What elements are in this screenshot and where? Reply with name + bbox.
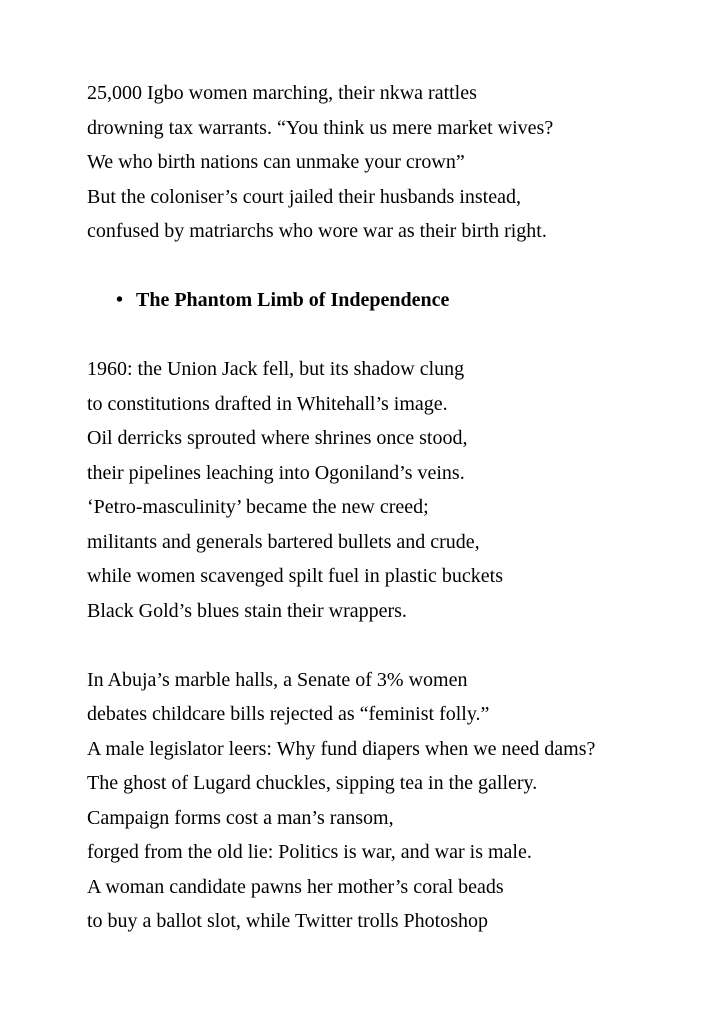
stanza-3 xyxy=(87,663,687,939)
stanza-2 xyxy=(87,352,687,628)
stanza-gap xyxy=(87,628,687,663)
poem-line: forged from the old lie: Politics is war, and war is male. xyxy=(87,841,532,863)
poem-line: Black Gold’s blues stain their wrappers. xyxy=(87,599,407,622)
poem-line: Campaign forms cost a man’s ransom, xyxy=(87,806,394,829)
list-bullet-icon: • xyxy=(116,289,124,311)
section-heading xyxy=(87,283,687,318)
poem-line: In Abuja’s marble halls, a Senate of 3% women xyxy=(87,668,468,691)
poem-line: We who birth nations can unmake your crown” xyxy=(87,151,465,173)
poem-line: militants and generals bartered bullets and crude, xyxy=(87,530,480,553)
stanza-gap xyxy=(87,249,687,284)
poem-line: A male legislator leers: Why fund diapers when we need dams? xyxy=(87,737,596,760)
poem-line: while women scavenged spilt fuel in plastic buckets xyxy=(87,565,504,587)
poem-line: ‘Petro-masculinity’ became the new creed; xyxy=(87,496,429,518)
poem-line: debates childcare bills rejected as “feminist folly.” xyxy=(87,703,490,725)
poem-line: their pipelines leaching into Ogoniland’s veins. xyxy=(87,461,465,484)
poem-line: to constitutions drafted in Whitehall’s image. xyxy=(87,392,448,415)
stanza-gap xyxy=(87,318,687,353)
poem-line: A woman candidate pawns her mother’s coral beads xyxy=(87,875,504,898)
stanza-1 xyxy=(87,76,687,249)
poem-line: 1960: the Union Jack fell, but its shadow clung xyxy=(87,358,465,380)
poem-line: But the coloniser’s court jailed their husbands instead, xyxy=(87,185,521,208)
poem-line: confused by matriarchs who wore war as their birth right. xyxy=(87,220,547,242)
poem-line: to buy a ballot slot, while Twitter trolls Photoshop xyxy=(87,910,488,932)
poem-line: drowning tax warrants. “You think us mere market wives? xyxy=(87,116,554,139)
section-heading-label: The Phantom Limb of Independence xyxy=(136,289,450,311)
poem-line: Oil derricks sprouted where shrines once stood, xyxy=(87,427,468,449)
poem-line: The ghost of Lugard chuckles, sipping tea in the gallery. xyxy=(87,772,538,794)
poem-line: 25,000 Igbo women marching, their nkwa rattles xyxy=(87,82,477,104)
document-content xyxy=(87,76,687,939)
